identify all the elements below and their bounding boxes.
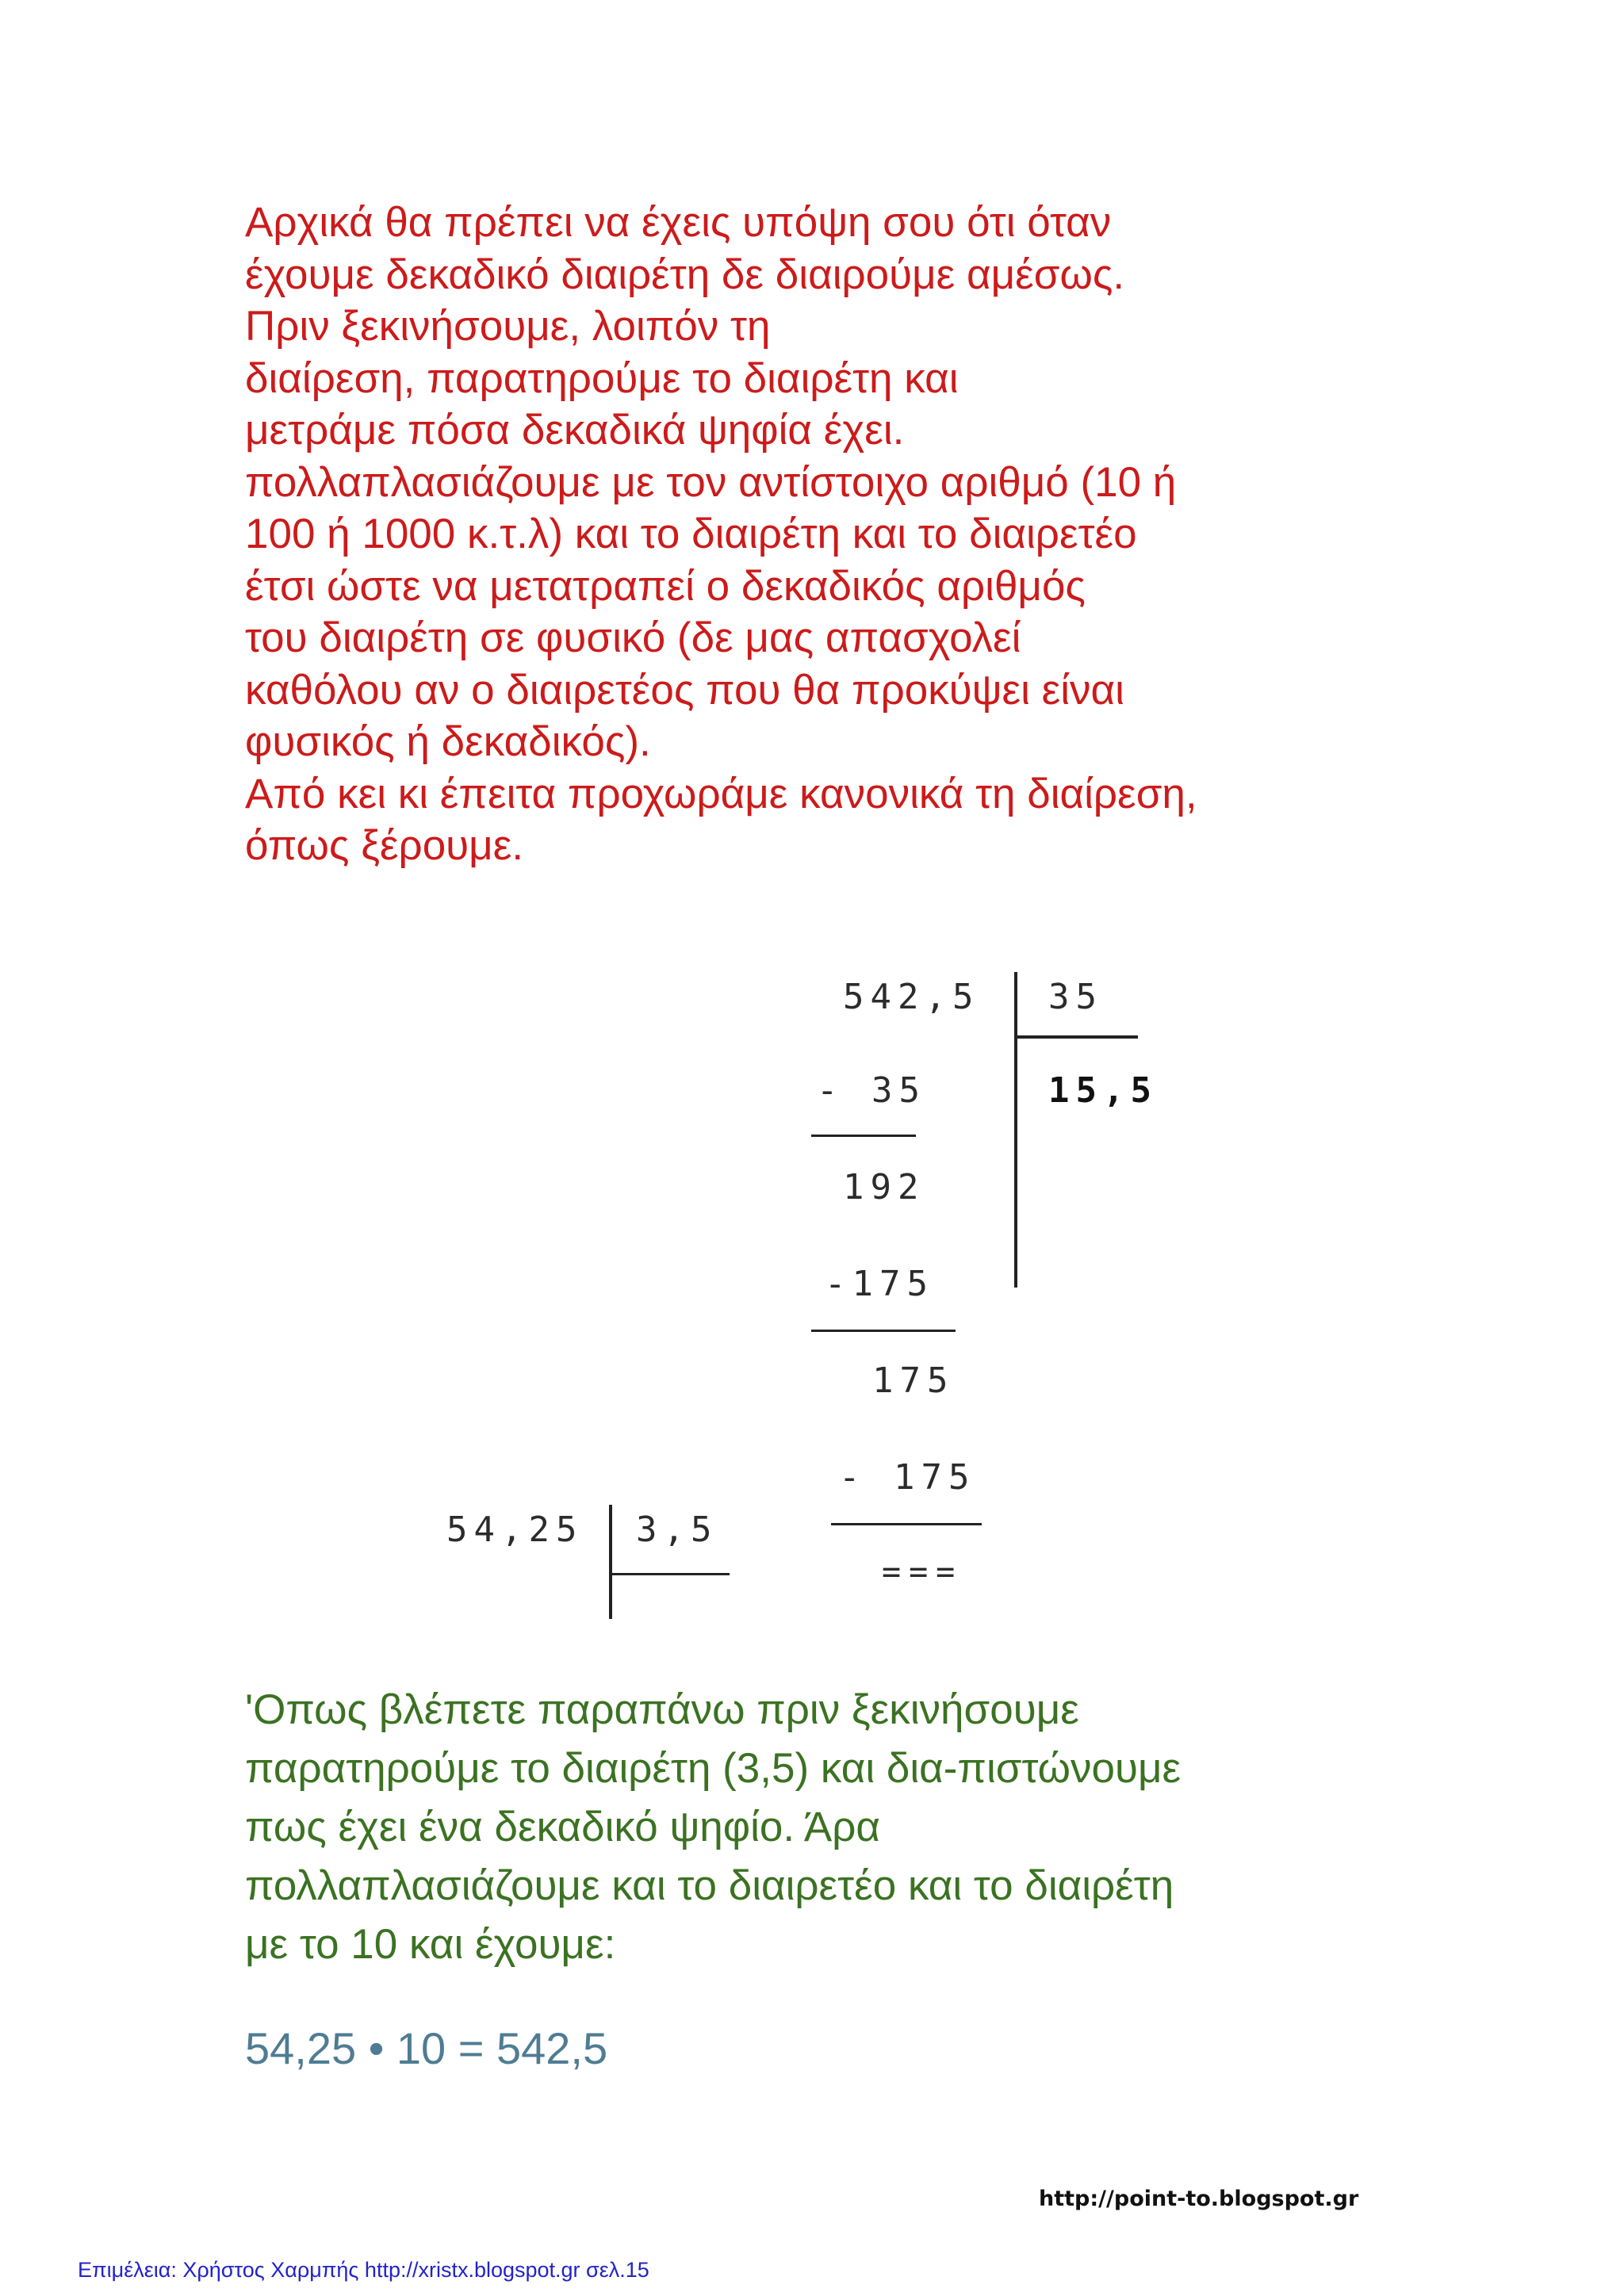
- original-dividend: 54,25: [446, 1510, 584, 1550]
- explanation-line: πολλαπλασιάζουμε και το διαιρετέο και το διαιρέτη: [245, 1862, 1174, 1909]
- intro-line: 100 ή 1000 κ.τ.λ) και το διαιρέτη και το διαιρετέο: [245, 511, 1137, 557]
- subtraction-step: -175: [825, 1264, 934, 1304]
- remainder-step: 192: [843, 1167, 925, 1207]
- subtraction-step: - 175: [839, 1457, 976, 1498]
- dividend: 542,5: [843, 977, 980, 1017]
- page-footer: Επιμέλεια: Χρήστος Χαρμπής http://xristx.blogspot.gr σελ.15: [78, 2258, 649, 2282]
- divisor: 35: [1048, 977, 1103, 1017]
- subtraction-rule: [811, 1330, 956, 1332]
- site-url: http://point-to.blogspot.gr: [1039, 2187, 1359, 2211]
- division-horizontal-line: [1017, 1035, 1138, 1039]
- subtraction-step: - 35: [817, 1070, 926, 1111]
- explanation-line: με το 10 και έχουμε:: [245, 1921, 616, 1968]
- intro-line: μετράμε πόσα δεκαδικά ψηφία έχει.: [245, 407, 905, 453]
- intro-line: Πριν ξεκινήσουμε, λοιπόν τη: [245, 303, 771, 350]
- intro-line: έτσι ώστε να μετατραπεί ο δεκαδικός αριθμός: [245, 562, 1086, 610]
- intro-line: πολλαπλασιάζουμε με τον αντίστοιχο αριθμό (10 ή: [245, 458, 1177, 506]
- multiplication-equation: 54,25 • 10 = 542,5: [245, 2023, 608, 2073]
- intro-line: του διαιρέτη σε φυσικό (δε μας απασχολεί: [245, 614, 1021, 661]
- explanation-line: παρατηρούμε το διαιρέτη (3,5) και δια-πιστώνουμε: [245, 1745, 1182, 1792]
- original-divisor: 3,5: [636, 1510, 718, 1550]
- subtraction-rule: [811, 1135, 916, 1137]
- explanation-line: 'Οπως βλέπετε παραπάνω πριν ξεκινήσουμε: [245, 1686, 1079, 1733]
- setup-vertical-line: [609, 1505, 612, 1619]
- setup-horizontal-line: [612, 1573, 730, 1575]
- intro-line: έχουμε δεκαδικό διαιρέτη δε διαιρούμε αμέσως.: [245, 251, 1125, 298]
- intro-line: καθόλου αν ο διαιρετέος που θα προκύψει είναι: [245, 666, 1124, 714]
- intro-line: Από κει κι έπειτα προχωράμε κανονικά τη διαίρεση,: [245, 770, 1197, 817]
- remainder-step: 175: [872, 1360, 955, 1401]
- division-vertical-line: [1014, 972, 1017, 1288]
- explanation-paragraph: [245, 1681, 1434, 1974]
- subtraction-rule: [831, 1523, 982, 1525]
- intro-line: διαίρεση, παρατηρούμε το διαιρέτη και: [245, 354, 959, 402]
- intro-paragraph: [245, 197, 1434, 872]
- intro-line: φυσικός ή δεκαδικός).: [245, 718, 651, 765]
- explanation-line: πως έχει ένα δεκαδικό ψηφίο. Άρα: [245, 1804, 881, 1850]
- intro-line: όπως ξέρουμε.: [245, 822, 524, 869]
- intro-line: Αρχικά θα πρέπει να έχεις υπόψη σου ότι όταν: [245, 199, 1112, 246]
- quotient: 15,5: [1048, 1070, 1158, 1111]
- final-remainder-marks: ===: [882, 1554, 963, 1590]
